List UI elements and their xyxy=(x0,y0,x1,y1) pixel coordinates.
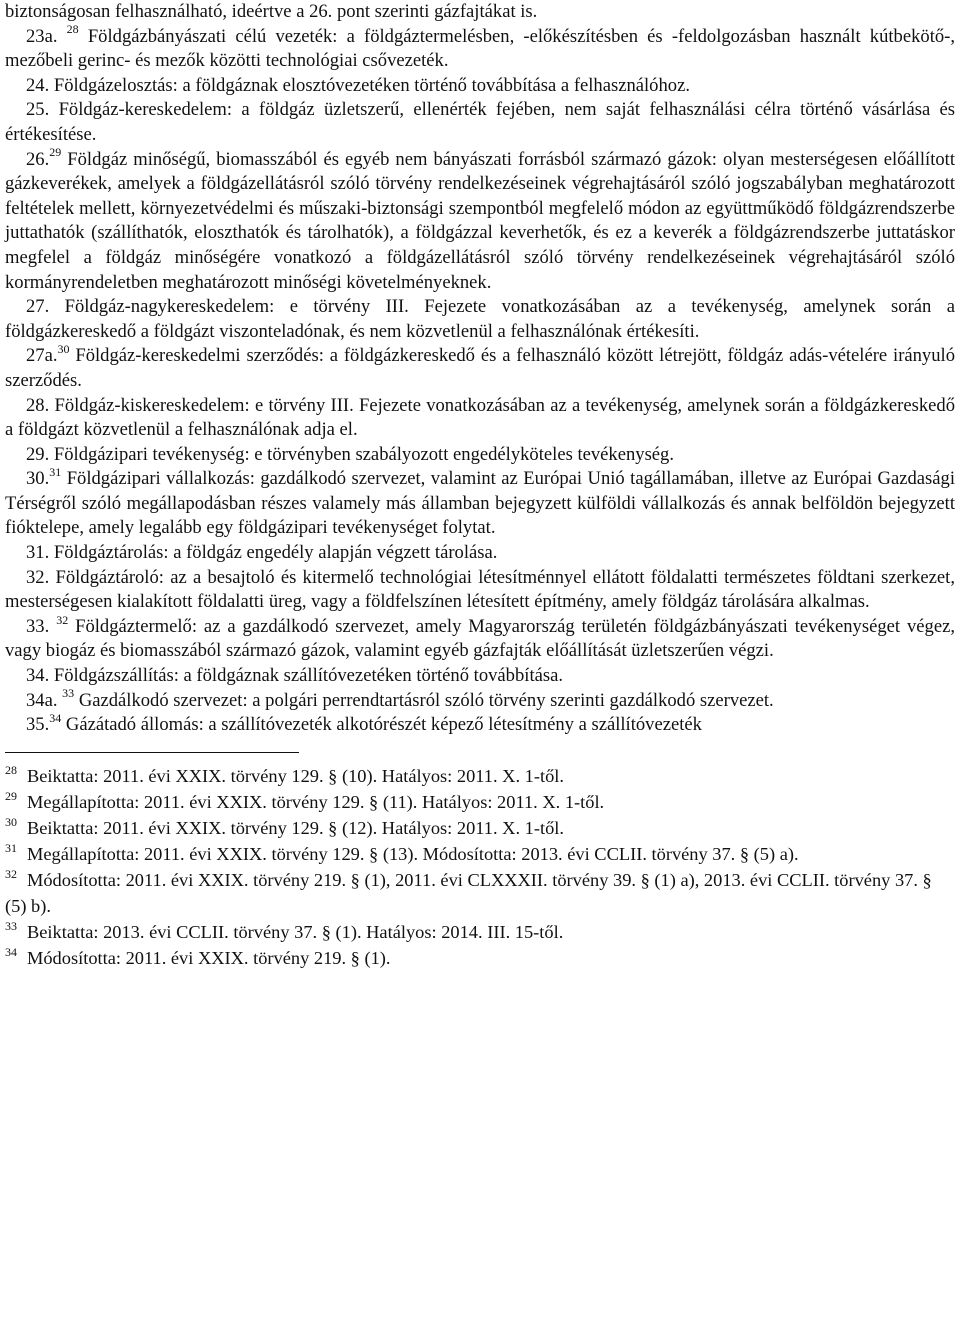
footnote-marker[interactable]: 31 xyxy=(49,465,62,480)
definition-paragraph xyxy=(5,612,955,664)
definition-paragraph xyxy=(5,145,955,296)
definition-text: biztonságosan felhasználható, ideértve a 26. pont szerinti gázfajtákat is. xyxy=(5,1,538,22)
footnote xyxy=(5,789,955,815)
definition-number: 32. xyxy=(26,566,50,588)
footnote-marker[interactable]: 30 xyxy=(57,342,70,357)
definition-number: 34a. xyxy=(26,689,58,711)
definition-text: : az a gazdálkodó szervezet, amely Magyarország területén földgázbányászati tevékenységet végez, vagy biogáz és biomasszából származó gázok, valamint egyéb gázfajták előállítását üzletszerűen végzi. xyxy=(5,615,955,662)
definition-number: 27a. xyxy=(26,345,58,367)
footnote xyxy=(5,841,955,867)
definition-text: : a földgáztermelésben, -előkészítésben és -feldolgozásban használt kútbekötő-, mezőbeli gerinc- és mezők közötti technológiai csővezeték. xyxy=(5,25,956,72)
definition-number: 29. xyxy=(26,443,50,465)
definition-text: : a földgáz engedély alapján végzett tárolása. xyxy=(163,542,498,564)
definition-paragraph xyxy=(5,98,955,147)
footnote xyxy=(5,945,955,971)
defined-term: Földgáztárolás xyxy=(53,542,164,564)
definition-text: : a szállítóvezeték alkotórészét képező létesítmény a szállítóvezeték xyxy=(198,714,702,736)
definition-number: 30. xyxy=(26,468,50,490)
defined-term: Gazdálkodó szervezet xyxy=(78,689,243,711)
footnote-text: Beiktatta: 2013. évi CCLII. törvény 37. § (1). Hatályos: 2014. III. 15-től. xyxy=(27,921,564,942)
definition-text: : az a besajtoló és kitermelő technológiai létesítménnyel ellátott földalatti természetes földtani szerkezet, mesterségesen kialakított földalatti üreg, vagy a földfelszínen létesített építmény, amely földgáz tárolására alkalmas. xyxy=(5,566,955,613)
definitions-list xyxy=(5,0,955,738)
definition-text: : olyan mesterségesen előállított gázkeverékek, amelyek a földgázellátásról szóló törvény rendelkezéseinek végrehajtásáról szóló jogszabályban meghatározott feltételek mellett, környezetvédelmi és műszaki-biztonsági szempontból megfelelő módon az együttműködő földgázrendszerbe juttathatók (szállíthatók, eloszthatók és tárolhatók), a földgázzal keverhetők, és ez a keverék a földgázrendszerbe juttatáskor megfelel a földgáz minőségére vonatkozó a földgázellátásról szóló törvény rendelkezéseinek végrehajtásáról szóló kormányrendeletben meghatározott minőségi követelményeknek. xyxy=(5,148,955,293)
defined-term: Földgáztermelő xyxy=(75,615,192,637)
defined-term: Földgáz-kereskedelmi szerződés xyxy=(75,345,319,367)
definition-number: 28. xyxy=(26,394,50,416)
definition-paragraph xyxy=(5,0,955,25)
definition-number: 31. xyxy=(26,542,50,564)
definition-paragraph xyxy=(5,295,955,344)
definition-text: : a földgázkereskedő és a felhasználó között létrejött, földgáz adás-vételére irányuló szerződés. xyxy=(5,345,955,391)
definition-text: : a földgáz üzletszerű, ellenérték fejében, nem saját felhasználási célra történő vásárlása és értékesítése. xyxy=(5,99,956,145)
footnote xyxy=(5,919,955,945)
footnote-text: Módosította: 2011. évi XXIX. törvény 219. § (1), 2011. évi CLXXXII. törvény 39. § (1) a), 2013. évi CCLII. törvény 37. § (5) b). xyxy=(5,869,932,916)
definition-text: : e törvény III. Fejezete vonatkozásában az a tevékenység, amelynek során a földgázkereskedő a földgázt viszonteladónak, és nem közvetlenül a felhasználónak értékesíti. xyxy=(5,296,955,342)
definition-number: 35. xyxy=(26,714,50,736)
definition-paragraph xyxy=(5,394,955,443)
footnote-text: Beiktatta: 2011. évi XXIX. törvény 129. § (12). Hatályos: 2011. X. 1-től. xyxy=(27,817,564,838)
defined-term: Földgázipari tevékenység xyxy=(53,443,245,465)
footnote-separator xyxy=(5,752,299,763)
footnote-number: 28 xyxy=(5,762,17,777)
definition-paragraph xyxy=(5,467,955,541)
defined-term: Földgázszállítás xyxy=(53,665,174,687)
footnote-text: Módosította: 2011. évi XXIX. törvény 219. § (1). xyxy=(27,947,391,968)
footnote-number: 30 xyxy=(5,814,17,829)
defined-term: Földgáztároló xyxy=(55,566,159,588)
definition-text: : gazdálkodó szervezet, valamint az Európai Unió tagállamában, illetve az Európai Gazdasági Térségről szóló megállapodásban részes valamely más államban bejegyzett külföldi vállalkozás és annak belföldön bejegyzett fióktelepe, amely legalább egy földgázipari tevékenységet folytat. xyxy=(5,468,955,539)
document-page xyxy=(5,0,955,971)
defined-term: Földgáz-nagykereskedelem xyxy=(64,296,270,318)
definition-paragraph xyxy=(5,443,955,468)
definition-paragraph xyxy=(5,541,955,566)
definition-number: 33. xyxy=(26,615,50,637)
definition-paragraph xyxy=(5,74,955,99)
footnote-number: 29 xyxy=(5,788,17,803)
footnote xyxy=(5,763,955,789)
defined-term: Földgázelosztás xyxy=(53,74,173,96)
footnote-number: 34 xyxy=(5,944,17,959)
definition-paragraph xyxy=(5,713,955,738)
footnote-marker[interactable]: 34 xyxy=(49,711,62,726)
definition-paragraph xyxy=(5,22,956,74)
footnote xyxy=(5,867,955,919)
definition-text: : e törvény III. Fejezete vonatkozásában az a tevékenység, amelynek során a földgázkereskedő a földgázt közvetlenül a felhasználónak adja el. xyxy=(5,394,955,441)
definition-number: 26. xyxy=(26,148,50,170)
defined-term: Földgázbányászati célú vezeték xyxy=(87,25,333,47)
definition-number: 34. xyxy=(26,665,50,687)
footnote-marker[interactable]: 33 xyxy=(62,686,75,701)
footnote-number: 33 xyxy=(5,918,17,933)
defined-term: Földgázipari vállalkozás xyxy=(66,468,250,490)
definition-text: : a polgári perrendtartásról szóló törvény szerinti gazdálkodó szervezet. xyxy=(242,689,774,711)
definition-number: 27. xyxy=(26,296,50,318)
definition-number: 25. xyxy=(26,99,50,121)
footnote-number: 31 xyxy=(5,840,17,855)
definition-text: : a földgáznak szállítóvezetéken történő továbbítása. xyxy=(173,665,563,687)
defined-term: Földgáz-kereskedelem xyxy=(58,99,227,121)
definition-text: : a földgáznak elosztóvezetéken történő továbbítása a felhasználóhoz. xyxy=(172,74,690,96)
footnote-marker[interactable]: 29 xyxy=(49,145,62,160)
definition-paragraph xyxy=(5,664,955,689)
footnote-marker[interactable]: 32 xyxy=(56,612,69,627)
defined-term: Földgáz-kiskereskedelem xyxy=(54,394,245,416)
footnotes xyxy=(5,763,955,971)
definition-paragraph xyxy=(5,686,955,714)
definition-paragraph xyxy=(5,344,955,393)
definition-paragraph xyxy=(5,566,955,615)
footnote xyxy=(5,815,955,841)
definition-number: 23a. xyxy=(26,25,58,47)
definition-text: : e törvényben szabályozott engedélyköteles tevékenység. xyxy=(244,443,675,465)
definition-number: 24. xyxy=(26,74,50,96)
footnote-text: Megállapította: 2011. évi XXIX. törvény 129. § (11). Hatályos: 2011. X. 1-től. xyxy=(27,791,605,812)
footnote-text: Megállapította: 2011. évi XXIX. törvény 129. § (13). Módosította: 2013. évi CCLII. törvény 37. § (5) a). xyxy=(27,843,799,864)
footnote-text: Beiktatta: 2011. évi XXIX. törvény 129. § (10). Hatályos: 2011. X. 1-től. xyxy=(27,765,564,786)
defined-term: Gázátadó állomás xyxy=(65,714,199,736)
footnote-marker[interactable]: 28 xyxy=(66,22,79,37)
footnote-number: 32 xyxy=(5,866,17,881)
defined-term: Földgáz minőségű, biomasszából és egyéb nem bányászati forrásból származó gázok xyxy=(67,148,712,170)
